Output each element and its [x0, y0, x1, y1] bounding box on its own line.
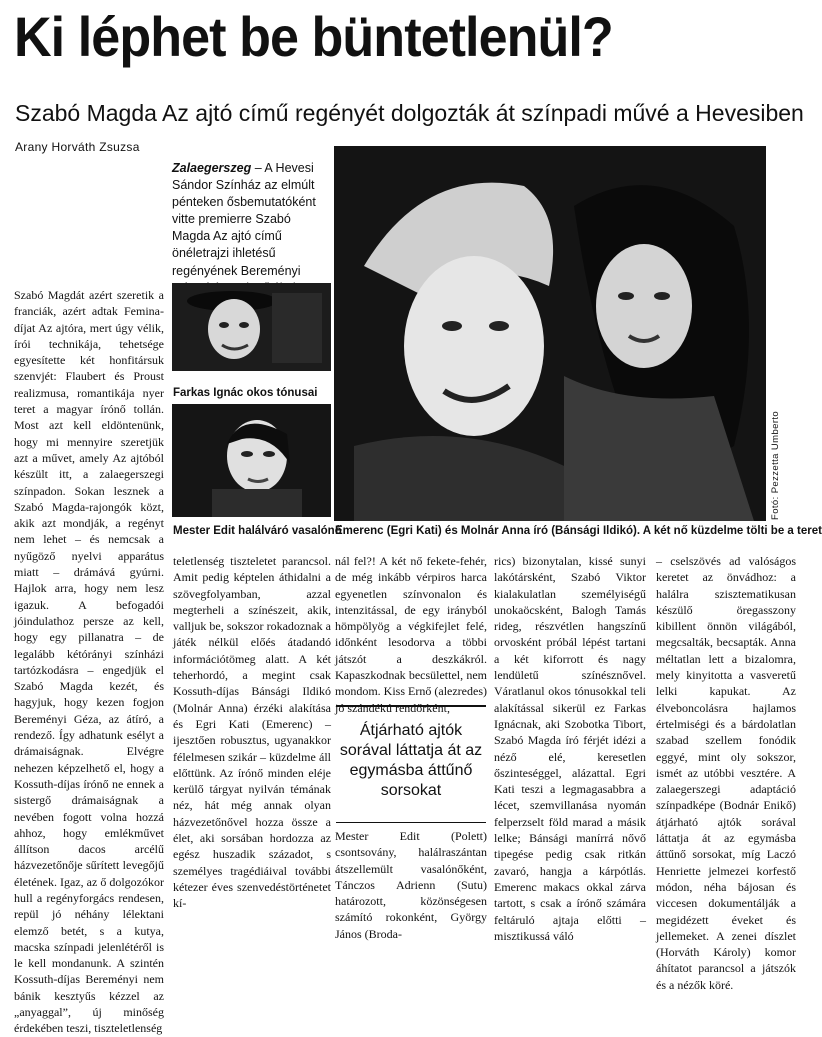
photo-main-emerenc-anna	[334, 146, 766, 521]
subheadline: Szabó Magda Az ajtó című regényét dolgozták át színpadi művé a Hevesiben	[15, 100, 804, 126]
article-column-1	[14, 287, 164, 1036]
column-3-text: nál fel?! A két nő fekete-fehér, de még inkább vérpiros harca egyenetlen színvonalon és intenzitással, de egy irányból hömpölyög a végkifejlet felé, időnként lesodorva a többi játszót a deszkákról. Kapaszkodnak becsülettel, nem mondom. Kiss Ernő (alezredes) jó szándékú rendőrként,	[335, 554, 487, 715]
lead-place: Zalaegerszeg	[172, 161, 252, 175]
column-4-text: rics) bizonytalan, kissé sunyi lakótársként, Szabó Viktor kialakulatlan személyiségű unokaöcsként, Balogh Tamás rideg, részvétlen hangszínű orvosként próbál lépést tartani a két kiforrott és nagy lendületű színésznővel. Váratlanul okos tónusokkal teli alakítással sikerül ez Farkas Ignácnak, aki Szobotka Tibort, Szabó Magda író férjét idézi a néző elé, keresetlen őszinteséggel, alázattal. Egri Kati teszi a legmagasabbra a lécet, szemvillanása nyomán felperzselt föld marad a másik lelke; Bánsági manírrá nővő tipegése pedig csak ritkán zavaró, hangja a kárpótlás. Emerenc makacs okkal zárva tartott, s csak a írónő számára feltáruló ajtaja előtti – misztikussá váló	[494, 554, 646, 943]
article-column-5	[656, 553, 796, 992]
column-1-text: Szabó Magdát azért szeretik a franciák, azért adtak Femina-díjat Az ajtóra, mert úgy vélik, írói technikája, tehetsége egyesítette két honfitársuk szenvjét: Flaubert és Proust realizmusa, romantikája nyer teret a magyar írónő tollán. Most azt kell eldöntenünk, hogy mi mennyire szeretjük azt a művet, amely Az ajtóból készült itt, a zalaegerszegi színpadon. Sokan lesznek a Szabó Magda-rajongók közt, akik azt mondják, a regényt nem lehet – és nemcsak a nyűgöző nyelvi apparátus miatt – drámává gyúrni. Hajlok arra, hogy nem lesz igazuk. A befogadói jóindulathoz persze az kell, hogy egy pillanatra – de legalább kétórányi színházi tartózkodásra – engedjük el Szabó Magda kezét, és hagyjuk, hogy kezen fogjon Bereményi Géza, az átíró, a rendező. Így adhatunk esélyt a drámaiságnak. Elvégre nehezen képzelhető el, hogy a Kossuth-díjas írónő ne ennek a sistergő drámaiságnak a nevében fogott volna hozzá ahhoz, hogy emlékművet állítson dacos arcélű házvezetőnője sűrített levegőjű életének. Igaz, az ő dolgozókor hull a regényforgács rendesen, repül jó néhány lélektani elemző betét, s a kutya, macska színpadi jelenlétéről is le kell mondanunk. A szintén Kossuth-díjas Bereményi nem bánik kesztyűs kézzel az „anyaggal”, új minőség érdekében teszi, tiszteletlenség	[14, 288, 164, 1036]
photo-mester-edit	[172, 404, 331, 517]
column-2-text: teletlenség tiszteletet parancsol. Amit pedig képtelen áthidalni a szövegfolyamban, azzal megterheli a színészeit, akik, valljuk be, sokszor rokadoznak a játék nélkül előés átadandó információtömeg alatt. A két teherhordó, a megint csak Kossuth-díjas Bánsági Ildikó (Molnár Anna) érzéki alakítása és Egri Kati (Emerenc) – ijesztően robusztus, ugyanakkor félelmesen szikár – küzdelme áll előttünk. Az írónő minden eléje kerülő tárgyat nyilván témának néz, hát még annak olyan házvezetőnővel hozza össze a élet, aki sorsában hordozza az egész huszadik századot, s személyes tragédiáival további kétezer éves szenvedéstörténetet kí-	[173, 554, 331, 911]
photo-farkas-ignac	[172, 283, 331, 371]
article-column-3	[335, 553, 487, 715]
caption-photo1: Farkas Ignác okos tónusai	[173, 387, 318, 399]
caption-photo2: Mester Edit halálváró vasalónő	[173, 525, 342, 537]
article-column-4	[494, 553, 646, 943]
photo-credit: Fotó: Pezzetta Umberto	[770, 410, 781, 520]
pull-quote: Átjárható ajtók sorával láttatja át az egymásba áttűnő sorsokat	[336, 705, 486, 823]
column-3b-text: Mester Edit (Polett) csontsovány, halálraszántan átszellemült vasalónőként, Tánczos Adrienn (Sutu) határozott, közönségesen számító rokonként, György János (Broda-	[335, 829, 487, 941]
lead-text: – A Hevesi Sándor Színház az elmúlt pénteken ősbemutatóként vitte premierre Szabó Magda Az ajtó című önéletrajzi ihletésű regényének Bereményi	[172, 161, 316, 278]
byline: Arany Horváth Zsuzsa	[15, 140, 140, 154]
article-column-2	[173, 553, 331, 911]
headline: Ki léphet be büntetlenül?	[14, 5, 613, 68]
caption-photo3: Emerenc (Egri Kati) és Molnár Anna író (Bánsági Ildikó). A két nő küzdelme tölti be a teret	[335, 525, 822, 537]
article-column-3-continued	[335, 828, 487, 941]
column-5-text: – cselszövés ad valóságos keretet az önvádhoz: a halálra szisztematikusan készülő öregasszony kibillent önnön világából, megcsalták, becsapták. Anna méltatlan lett a bizalomra, mely kinyitotta a vasveretű lelki kapukat. Az élveboncolásra hajlamos értelmiségi és a bárdolatlan szabad szellem fonódik eggyé, mint oly sokszor, ismét az utóbbi vesztére. A zalaegerszegi adaptáció színpadképe (Bodnár Enikő) átjárható ajtók sorával láttatja át az egymásba áttűnő sorsokat, míg Laczó Henriette jelmezei korfestő módon, néha bájosan és viccesen dokumentálják a megidézett éveket és jellemeket. A zenei díszlet (Horváth Károly) komor áhítatot parancsol a játszók és a nézők köré.	[656, 554, 796, 992]
